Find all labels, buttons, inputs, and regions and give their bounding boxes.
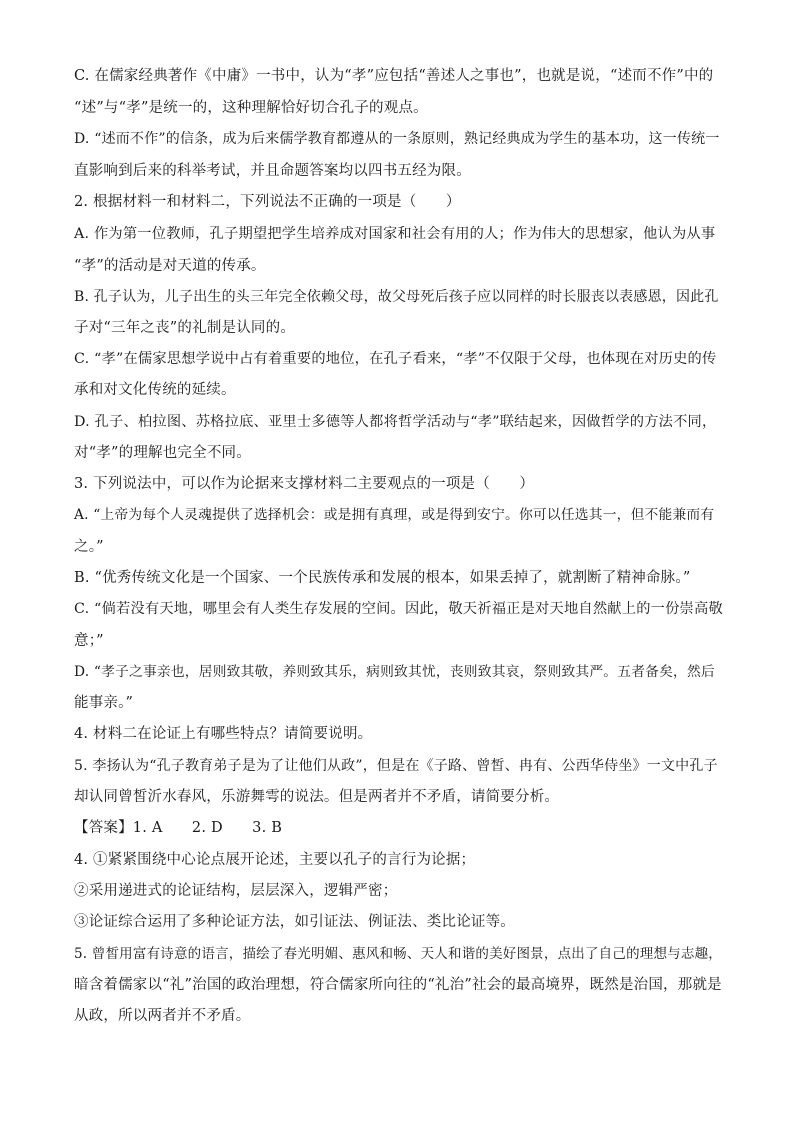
answer-key: 【答案】1. A 2. D 3. B — [74, 820, 283, 836]
text-line: C. “孝”在儒家思想学说中占有着重要的地位，在孔子看来，“孝”不仅限于父母，也体现在对历史的传 — [74, 351, 717, 367]
text-line: 之。” — [74, 539, 104, 555]
text-line: D. 孔子、柏拉图、苏格拉底、亚里士多德等人都将哲学活动与“孝”联结起来，因做哲学的方法不同， — [74, 414, 717, 430]
text-line: C. 在儒家经典著作《中庸》一书中，认为“孝”应包括“善述人之事也”，也就是说，“述而不作”中的 — [74, 68, 714, 84]
text-line: 直影响到后来的科举考试，并且命题答案均以四书五经为限。 — [74, 163, 471, 179]
question-3: 3. 下列说法中，可以作为论据来支撑材料二主要观点的一项是（ ） — [74, 476, 535, 492]
question-4: 4. 材料二在论证上有哪些特点？请简要说明。 — [74, 726, 373, 742]
text-line: “孝”的活动是对天道的传承。 — [74, 258, 266, 274]
text-line: B. 孔子认为，儿子出生的头三年完全依赖父母，故父母死后孩子应以同样的时长服丧以表感恩，因此孔 — [74, 289, 719, 305]
text-line: D. “述而不作”的信条，成为后来儒学教育都遵从的一条原则，熟记经典成为学生的基本功，这一传统一 — [74, 131, 720, 147]
text-line: A. “上帝为每个人灵魂提供了选择机会：或是拥有真理，或是得到安宁。你可以任选其一，但不能兼而有 — [74, 507, 715, 523]
text-line: 意；” — [74, 633, 104, 649]
text-line: A. 作为第一位教师，孔子期望把学生培养成对国家和社会有用的人；作为伟大的思想家，他认为从事 — [74, 226, 716, 242]
text-line: 承和对文化传统的延续。 — [74, 382, 236, 398]
text-line: 能事亲。” — [74, 695, 134, 711]
answer-line: 4. ①紧紧围绕中心论点展开论述，主要以孔子的言行为论据； — [74, 852, 476, 868]
text-line: “述”与“孝”是统一的，这种理解恰好切合孔子的观点。 — [74, 100, 428, 116]
text-line: B. “优秀传统文化是一个国家、一个民族传承和发展的根本，如果丢掉了，就割断了精神命脉。” — [74, 570, 691, 586]
answer-line: ②采用递进式的论证结构，层层深入，逻辑严密； — [74, 883, 398, 899]
question-2: 2. 根据材料一和材料二，下列说法不正确的一项是（ ） — [74, 194, 461, 210]
text-line: 子对“三年之丧”的礼制是认同的。 — [74, 320, 296, 336]
question-5: 5. 李扬认为“孔子教育弟子是为了让他们从政”，但是在《子路、曾皙、冉有、公西华侍坐》一文中孔子 — [74, 758, 718, 774]
text-line: 对“孝”的理解也完全不同。 — [74, 445, 251, 461]
answer-line: 暗含着儒家以“礼”治国的政治理想，符合儒家所向往的“礼治”社会的最高境界，既然是治国，那就是 — [74, 977, 722, 993]
answer-line: 5. 曾皙用富有诗意的语言，描绘了春光明媚、惠风和畅、天人和谐的美好图景，点出了自己的理想与志趣， — [74, 946, 722, 962]
answer-line: 从政，所以两者并不矛盾。 — [74, 1008, 251, 1024]
text-line: D. “孝子之事亲也，居则致其敬，养则致其乐，病则致其忧，丧则致其哀，祭则致其严。五者备矣，然后 — [74, 664, 715, 680]
text-line: 却认同曾皙沂水春风，乐游舞雩的说法。但是两者并不矛盾，请简要分析。 — [74, 789, 560, 805]
answer-line: ③论证综合运用了多种论证方法，如引证法、例证法、类比论证等。 — [74, 914, 515, 930]
text-line: C. “倘若没有天地，哪里会有人类生存发展的空间。因此，敬天祈福正是对天地自然献上的一份崇高敬 — [74, 601, 723, 617]
